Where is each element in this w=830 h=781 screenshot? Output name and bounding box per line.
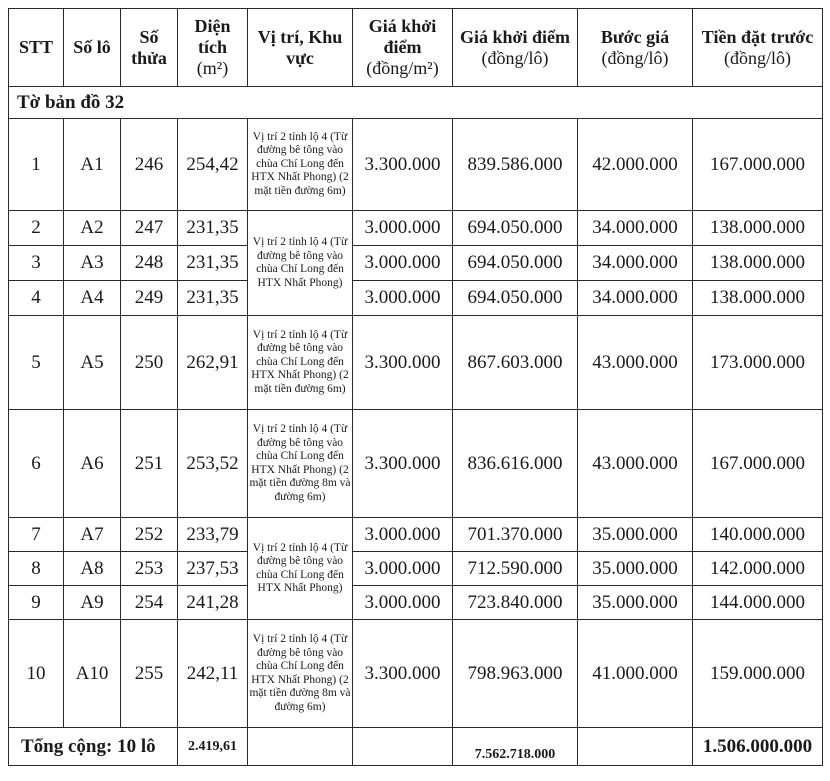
cell-buoc-gia: 34.000.000 [578,281,693,316]
header-tien-dat-label: Tiền đặt trước [701,26,814,47]
header-gia-lo [453,9,578,87]
cell-so-thua: 251 [121,410,178,518]
cell-buoc-gia: 35.000.000 [578,586,693,620]
cell-dien-tich: 231,35 [178,246,248,281]
header-gia-m2 [353,9,453,87]
table-row [9,586,823,620]
cell-vi-tri: Vị trí 2 tỉnh lộ 4 (Từ đường bê tông vào chùa Chí Long đến HTX Nhất Phong) (2 mặt tiền đường 8m và đường 6m) [248,620,353,728]
cell-gia-lo: 694.050.000 [453,281,578,316]
cell-gia-lo: 723.840.000 [453,586,578,620]
header-tien-dat-unit: (đồng/lô) [724,47,791,68]
table-row [9,552,823,586]
cell-vi-tri: Vị trí 2 tỉnh lộ 4 (Từ đường bê tông vào chùa Chí Long đến HTX Nhất Phong) (2 mặt tiền đường 6m) [248,316,353,410]
cell-tien-dat: 140.000.000 [693,518,823,552]
cell-vi-tri: Vị trí 2 tỉnh lộ 4 (Từ đường bê tông vào chùa Chí Long đến HTX Nhất Phong) (2 mặt tiền đường 8m và đường 6m) [248,410,353,518]
header-dien-tich-unit: (m²) [196,58,229,78]
cell-gia-m2: 3.000.000 [353,552,453,586]
cell-vi-tri: Vị trí 2 tỉnh lộ 4 (Từ đường bê tông vào chùa Chí Long đến HTX Nhất Phong) [248,211,353,316]
total-label: Tổng cộng: 10 lô [9,728,178,766]
cell-buoc-gia: 34.000.000 [578,211,693,246]
cell-buoc-gia: 41.000.000 [578,620,693,728]
cell-dien-tich: 262,91 [178,316,248,410]
cell-buoc-gia: 42.000.000 [578,119,693,211]
cell-dien-tich: 231,35 [178,211,248,246]
cell-so-lo: A4 [64,281,121,316]
cell-dien-tich: 231,35 [178,281,248,316]
cell-vi-tri: Vị trí 2 tỉnh lộ 4 (Từ đường bê tông vào chùa Chí Long đến HTX Nhất Phong) [248,518,353,620]
cell-gia-m2: 3.000.000 [353,281,453,316]
header-tien-dat [693,9,823,87]
table-row [9,211,823,246]
cell-buoc-gia: 34.000.000 [578,246,693,281]
cell-tien-dat: 138.000.000 [693,246,823,281]
cell-so-lo: A7 [64,518,121,552]
cell-gia-lo: 839.586.000 [453,119,578,211]
total-empty-gia-m2 [353,728,453,766]
cell-dien-tich: 242,11 [178,620,248,728]
cell-so-thua: 250 [121,316,178,410]
cell-stt: 9 [9,586,64,620]
table-row [9,281,823,316]
table-row [9,316,823,410]
total-gia-lo: 7.562.718.000 [453,728,578,766]
cell-tien-dat: 159.000.000 [693,620,823,728]
cell-stt: 1 [9,119,64,211]
cell-so-lo: A3 [64,246,121,281]
cell-tien-dat: 167.000.000 [693,410,823,518]
cell-so-lo: A5 [64,316,121,410]
cell-stt: 7 [9,518,64,552]
cell-so-thua: 249 [121,281,178,316]
cell-tien-dat: 167.000.000 [693,119,823,211]
cell-so-thua: 255 [121,620,178,728]
cell-so-thua: 248 [121,246,178,281]
cell-buoc-gia: 35.000.000 [578,518,693,552]
header-gia-lo-label: Giá khởi điểm [460,26,570,47]
cell-stt: 5 [9,316,64,410]
header-buoc-gia-unit: (đồng/lô) [601,47,669,68]
cell-gia-lo: 694.050.000 [453,246,578,281]
cell-buoc-gia: 43.000.000 [578,316,693,410]
cell-dien-tich: 253,52 [178,410,248,518]
total-row [9,728,823,766]
table-row [9,119,823,211]
cell-so-lo: A10 [64,620,121,728]
cell-so-thua: 253 [121,552,178,586]
header-vi-tri: Vị trí, Khu vực [248,9,353,87]
cell-so-thua: 246 [121,119,178,211]
header-so-thua: Số thửa [121,9,178,87]
cell-so-lo: A9 [64,586,121,620]
section-title: Tờ bản đồ 32 [9,87,823,119]
cell-tien-dat: 144.000.000 [693,586,823,620]
header-row [9,9,823,87]
cell-buoc-gia: 43.000.000 [578,410,693,518]
header-buoc-gia-label: Bước giá [600,26,670,47]
cell-gia-lo: 798.963.000 [453,620,578,728]
auction-lots-table [8,8,823,766]
cell-so-thua: 254 [121,586,178,620]
cell-tien-dat: 138.000.000 [693,211,823,246]
cell-so-thua: 247 [121,211,178,246]
total-tien-dat: 1.506.000.000 [693,728,823,766]
cell-so-lo: A8 [64,552,121,586]
cell-stt: 10 [9,620,64,728]
cell-tien-dat: 142.000.000 [693,552,823,586]
table-row [9,518,823,552]
table-row [9,410,823,518]
cell-gia-m2: 3.300.000 [353,410,453,518]
cell-gia-m2: 3.000.000 [353,518,453,552]
cell-gia-lo: 836.616.000 [453,410,578,518]
cell-gia-m2: 3.000.000 [353,246,453,281]
cell-gia-m2: 3.000.000 [353,211,453,246]
cell-so-thua: 252 [121,518,178,552]
cell-gia-lo: 867.603.000 [453,316,578,410]
cell-stt: 4 [9,281,64,316]
cell-dien-tich: 254,42 [178,119,248,211]
cell-so-lo: A2 [64,211,121,246]
header-dien-tich-label: Diện tích [194,16,231,57]
total-empty-vi-tri [248,728,353,766]
cell-gia-m2: 3.000.000 [353,586,453,620]
total-dien-tich: 2.419,61 [178,728,248,766]
cell-stt: 8 [9,552,64,586]
header-gia-m2-unit: (đồng/m²) [366,58,439,78]
cell-gia-lo: 701.370.000 [453,518,578,552]
cell-so-lo: A1 [64,119,121,211]
header-gia-m2-label: Giá khởi điểm [368,16,437,57]
cell-buoc-gia: 35.000.000 [578,552,693,586]
header-gia-lo-unit: (đồng/lô) [481,47,549,68]
cell-dien-tich: 241,28 [178,586,248,620]
cell-tien-dat: 138.000.000 [693,281,823,316]
cell-dien-tich: 233,79 [178,518,248,552]
table-row [9,620,823,728]
header-buoc-gia [578,9,693,87]
cell-tien-dat: 173.000.000 [693,316,823,410]
section-row [9,87,823,119]
header-dien-tich [178,9,248,87]
cell-gia-m2: 3.300.000 [353,119,453,211]
cell-stt: 3 [9,246,64,281]
cell-gia-m2: 3.300.000 [353,620,453,728]
table-row [9,246,823,281]
cell-gia-lo: 694.050.000 [453,211,578,246]
cell-dien-tich: 237,53 [178,552,248,586]
header-so-lo: Số lô [64,9,121,87]
total-empty-buoc-gia [578,728,693,766]
header-stt: STT [9,9,64,87]
cell-gia-m2: 3.300.000 [353,316,453,410]
cell-gia-lo: 712.590.000 [453,552,578,586]
cell-stt: 2 [9,211,64,246]
cell-vi-tri: Vị trí 2 tỉnh lộ 4 (Từ đường bê tông vào chùa Chí Long đến HTX Nhất Phong) (2 mặt tiền đường 6m) [248,119,353,211]
cell-so-lo: A6 [64,410,121,518]
cell-stt: 6 [9,410,64,518]
